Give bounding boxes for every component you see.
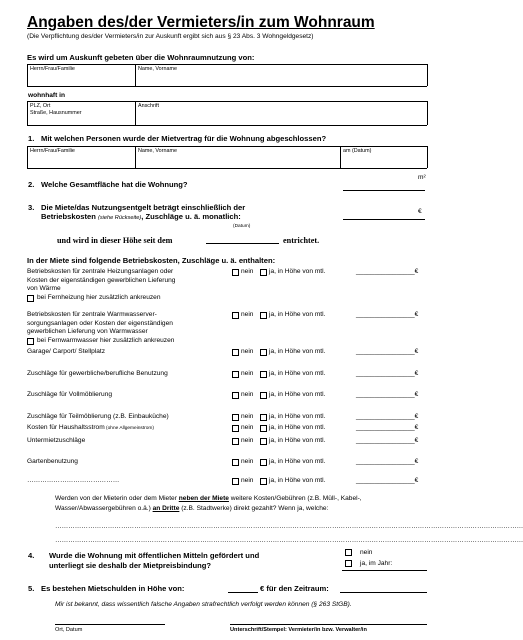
amount-input[interactable]: ________________€ xyxy=(356,458,419,465)
included-heading: In der Miete sind folgende Betriebskosten, Zuschläge u. ä. enthalten: xyxy=(27,256,276,265)
cost-item-label: sorgungsanlagen oder Kosten der eigenständigen xyxy=(27,319,173,327)
q3-line2-a: Betriebskosten xyxy=(41,212,96,221)
q5-period-input[interactable] xyxy=(340,592,427,593)
cost-item-label: Garage/ Carport/ Stellplatz xyxy=(27,348,106,355)
cost-item-label: gewerblichen Lieferung von Warmwasser xyxy=(27,328,148,335)
amount-input[interactable]: ________________€ xyxy=(356,477,419,484)
q3-line2-c: , Zuschläge u. ä. monatlich: xyxy=(141,212,241,221)
cost-item-label: Zuschläge für Teilmöblierung (z.B. Einbauküche) xyxy=(27,413,169,420)
ja-label: ja, in Höhe von mtl. xyxy=(269,391,326,398)
amount-input[interactable]: ________________€ xyxy=(356,311,419,318)
q3-number: 3. xyxy=(28,203,35,212)
wohnhaft-label: wohnhaft in xyxy=(28,92,65,99)
cost-item-label: Kosten für Haushaltsstrom (ohne Allgemeinstrom) xyxy=(27,424,155,431)
ja-label: ja, in Höhe von mtl. xyxy=(269,370,326,377)
amount-input[interactable]: ________________€ xyxy=(356,391,419,398)
amount-input[interactable]: ________________€ xyxy=(356,268,419,275)
cost-item-label: Zuschläge für gewerbliche/berufliche Benutzung xyxy=(27,370,168,377)
person-col-salutation: Herrn/Frau/Familie xyxy=(30,66,75,72)
nein-checkbox[interactable] xyxy=(232,425,239,432)
cost-item-label: …………………………………… xyxy=(27,477,120,484)
other-costs-p1: Werden von der Mieterin oder dem Mieter xyxy=(55,495,179,502)
ja-label: ja, in Höhe von mtl. xyxy=(269,413,326,420)
other-costs-dots-2[interactable]: …………………………………………………………………………………………………………………………………………………………………………………………… xyxy=(55,537,523,544)
q3-date-label: (Datum) xyxy=(233,224,251,229)
nein-label: nein xyxy=(241,437,254,444)
nein-label: nein xyxy=(241,370,254,377)
amount-input[interactable]: ________________€ xyxy=(356,437,419,444)
nein-label: nein xyxy=(241,458,254,465)
nein-checkbox[interactable] xyxy=(232,478,239,485)
footer-signature: Unterschrift/Stempel: Vermieter/in bzw. Verwalter/in xyxy=(230,627,367,633)
q1-col-salutation: Herrn/Frau/Familie xyxy=(30,148,75,154)
cost-item-sub-label: bei Fernheizung hier zusätzlich ankreuzen xyxy=(37,293,161,301)
ja-checkbox[interactable] xyxy=(260,438,267,445)
nein-label: nein xyxy=(241,391,254,398)
other-costs-p4: Wasser/Abwassergebühren o.ä.) xyxy=(55,505,153,512)
cost-item-label: Untermietzuschläge xyxy=(27,437,86,444)
cost-item-label: Betriebskosten für zentrale Heizungsanlagen oder xyxy=(27,268,174,275)
address-plz-label: PLZ, Ort xyxy=(30,103,51,109)
q2-text: Welche Gesamtfläche hat die Wohnung? xyxy=(41,180,188,189)
footer-place-date: Ort, Datum xyxy=(55,627,83,633)
nein-checkbox[interactable] xyxy=(232,371,239,378)
q3-currency: € xyxy=(418,208,422,215)
q3-since-a: und wird in dieser Höhe seit dem xyxy=(57,236,173,245)
ja-checkbox[interactable] xyxy=(260,425,267,432)
amount-input[interactable]: ________________€ xyxy=(356,424,419,431)
address-street-label: Straße, Hausnummer xyxy=(30,110,82,116)
other-costs-p6: (z.B. Stadtwerke) direkt gezahlt? Wenn ja, welche: xyxy=(179,505,329,512)
ja-checkbox[interactable] xyxy=(260,269,267,276)
cost-item-sub-label: bei Fernwarmwasser hier zusätzlich ankreuzen xyxy=(37,336,175,344)
person-col-name: Name, Vorname xyxy=(138,66,177,72)
cost-item-label: Kosten der eigenständigen gewerblichen Lieferung xyxy=(27,276,176,284)
q5-text-a: Es bestehen Mietschulden in Höhe von: xyxy=(41,584,185,593)
q3-line2-b: (siehe Rückseite) xyxy=(98,215,142,221)
q1-number: 1. xyxy=(28,134,35,143)
q3-date-input[interactable] xyxy=(206,243,279,244)
q2-number: 2. xyxy=(28,180,35,189)
other-costs-dots-1[interactable]: …………………………………………………………………………………………………………………………………………………………………………………………… xyxy=(55,523,523,530)
other-costs-p5: an Dritte xyxy=(152,505,180,512)
ja-checkbox[interactable] xyxy=(260,371,267,378)
amount-input[interactable]: ________________€ xyxy=(356,370,419,377)
ja-checkbox[interactable] xyxy=(260,349,267,356)
q4-line2: unterliegt sie deshalb der Mietpreisbindung? xyxy=(49,561,212,570)
q2-area-input[interactable] xyxy=(343,190,425,191)
disclaimer: Mir ist bekannt, dass wissentlich falsche Angaben strafrechtlich verfolgt werden können (§ 263 StGB). xyxy=(55,601,352,608)
nein-label: nein xyxy=(241,477,254,484)
ja-label: ja, in Höhe von mtl. xyxy=(269,311,326,318)
ja-checkbox[interactable] xyxy=(260,478,267,485)
q4-nein-checkbox[interactable] xyxy=(345,549,352,556)
nein-label: nein xyxy=(241,311,254,318)
q3-amount-input[interactable] xyxy=(343,219,425,220)
amount-input[interactable]: ________________€ xyxy=(356,413,419,420)
page-title: Angaben des/der Vermieters/in zum Wohnraum xyxy=(27,14,375,31)
ja-checkbox[interactable] xyxy=(260,459,267,466)
q4-nein-label: nein xyxy=(360,549,373,556)
other-costs-line2 xyxy=(55,505,328,512)
other-costs-line1 xyxy=(55,495,362,502)
nein-checkbox[interactable] xyxy=(232,269,239,276)
nein-label: nein xyxy=(241,413,254,420)
cost-item-label: von Wärme xyxy=(27,285,61,292)
q4-ja-label: ja, im Jahr: xyxy=(360,560,393,567)
nein-checkbox[interactable] xyxy=(232,414,239,421)
cost-item-sub-checkbox[interactable] xyxy=(27,295,34,302)
ja-label: ja, in Höhe von mtl. xyxy=(269,477,326,484)
nein-checkbox[interactable] xyxy=(232,349,239,356)
cost-item-sub-checkbox[interactable] xyxy=(27,338,34,345)
q1-text: Mit welchen Personen wurde der Mietvertrag für die Wohnung abgeschlossen? xyxy=(41,134,327,143)
cost-item-label: Gartenbenutzung xyxy=(27,458,78,465)
amount-input[interactable]: ________________€ xyxy=(356,348,419,355)
q4-line1: Wurde die Wohnung mit öffentlichen Mitteln gefördert und xyxy=(49,551,260,560)
q2-unit: m² xyxy=(418,174,426,181)
ja-label: ja, in Höhe von mtl. xyxy=(269,268,326,275)
ja-label: ja, in Höhe von mtl. xyxy=(269,424,326,431)
intro-text: Es wird um Auskunft gebeten über die Wohnraumnutzung von: xyxy=(27,53,255,62)
q1-col-date: am (Datum) xyxy=(343,148,372,154)
cost-item-note: (ohne Allgemeinstrom) xyxy=(104,426,155,431)
q4-number: 4. xyxy=(28,551,35,560)
page-subtitle: (Die Verpflichtung des/der Vermieters/in zur Auskunft ergibt sich aus § 23 Abs. 3 Wohngeldgesetz) xyxy=(27,33,314,40)
ja-label: ja, in Höhe von mtl. xyxy=(269,437,326,444)
ja-checkbox[interactable] xyxy=(260,392,267,399)
nein-checkbox[interactable] xyxy=(232,459,239,466)
ja-label: ja, in Höhe von mtl. xyxy=(269,458,326,465)
q5-amount-input[interactable] xyxy=(228,592,258,593)
nein-checkbox[interactable] xyxy=(232,438,239,445)
nein-label: nein xyxy=(241,424,254,431)
nein-label: nein xyxy=(241,348,254,355)
q5-text-b: € für den Zeitraum: xyxy=(260,584,329,593)
signature-line[interactable] xyxy=(230,624,427,625)
nein-checkbox[interactable] xyxy=(232,392,239,399)
cost-item-label: Betriebskosten für zentrale Warmwasserver- xyxy=(27,311,157,318)
nein-checkbox[interactable] xyxy=(232,312,239,319)
other-costs-p2: neben der Miete xyxy=(178,495,229,502)
cost-item-label: Zuschläge für Vollmöblierung xyxy=(27,391,113,398)
place-date-line[interactable] xyxy=(55,624,165,625)
ja-checkbox[interactable] xyxy=(260,414,267,421)
q5-number: 5. xyxy=(28,584,35,593)
ja-checkbox[interactable] xyxy=(260,312,267,319)
q3-line2 xyxy=(41,212,241,221)
nein-label: nein xyxy=(241,268,254,275)
q1-col-name: Name, Vorname xyxy=(138,148,177,154)
q3-since-b: entrichtet. xyxy=(283,236,320,245)
other-costs-p3: weitere Kosten/Gebühren (z.B. Müll-, Kabel-, xyxy=(228,495,362,502)
address-label: Anschrift xyxy=(138,103,159,109)
ja-label: ja, in Höhe von mtl. xyxy=(269,348,326,355)
q4-ja-checkbox[interactable] xyxy=(345,560,352,567)
q3-line1: Die Miete/das Nutzungsentgelt beträgt einschließlich der xyxy=(41,203,246,212)
